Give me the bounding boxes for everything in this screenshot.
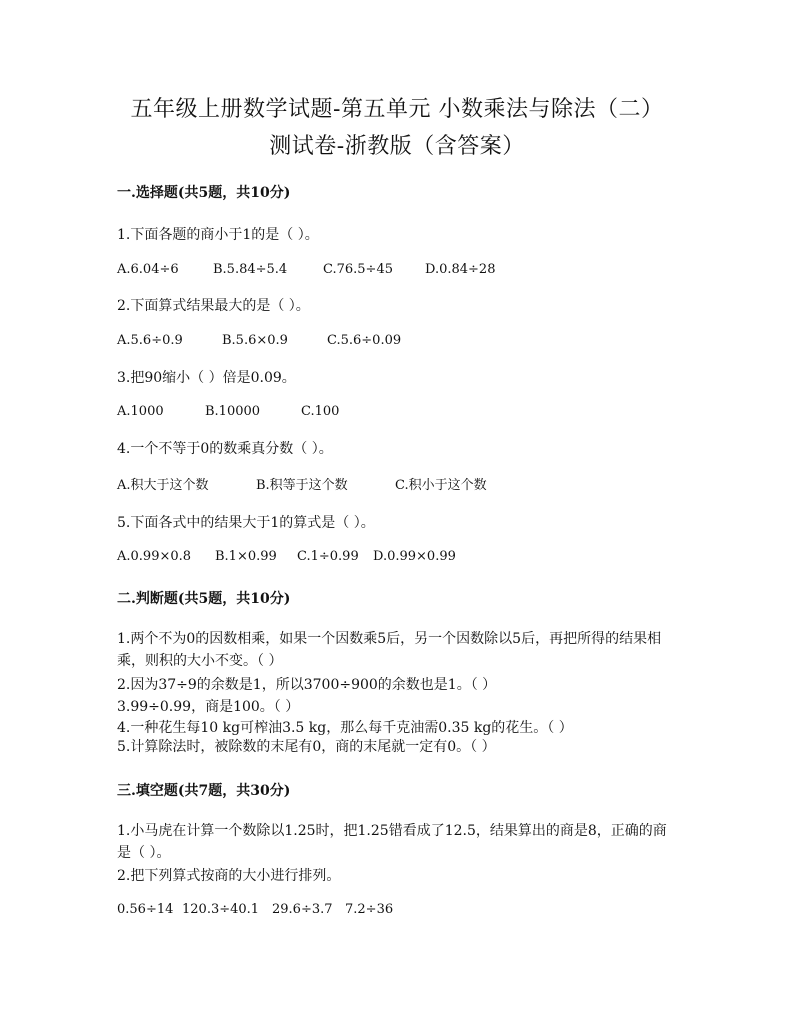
option-a: A.5.6÷0.9 (117, 333, 183, 348)
doc-title-line2: 测试卷-浙教版（含答案） (269, 134, 525, 159)
expression: 29.6÷3.7 (272, 902, 333, 917)
option-a: A.1000 (117, 404, 164, 419)
section-heading-judge: 二.判断题(共5题，共10分) (117, 591, 291, 607)
choice-question-2: 2.下面算式结果最大的是（ ）。 (117, 298, 310, 314)
choice-options-4 (117, 474, 487, 493)
section-heading-choice: 一.选择题(共5题，共10分) (117, 185, 291, 201)
judge-item-3: 3.99÷0.99，商是100。（ ） (117, 699, 300, 715)
judge-item-5: 5.计算除法时，被除数的末尾有0，商的末尾就一定有0。（ ） (117, 739, 496, 755)
option-c: C.76.5÷45 (323, 262, 393, 277)
choice-question-1: 1.下面各题的商小于1的是（ ）。 (117, 227, 319, 243)
option-b: B.积等于这个数 (256, 478, 348, 493)
option-d: D.0.99×0.99 (373, 549, 456, 564)
fill-item-2-expressions (117, 902, 393, 917)
fill-item-2: 2.把下列算式按商的大小进行排列。 (117, 868, 341, 884)
option-c: C.5.6÷0.09 (327, 333, 402, 348)
choice-options-5 (117, 549, 456, 564)
option-b: B.1×0.99 (215, 549, 277, 564)
choice-question-5: 5.下面各式中的结果大于1的算式是（ ）。 (117, 515, 375, 531)
judge-item-2: 2.因为37÷9的余数是1，所以3700÷900的余数也是1。（ ） (117, 677, 497, 693)
option-c: C.积小于这个数 (395, 478, 487, 493)
choice-options-2 (117, 333, 401, 348)
choice-options-3 (117, 404, 339, 419)
choice-question-4: 4.一个不等于0的数乘真分数（ ）。 (117, 441, 333, 457)
doc-title-line1: 五年级上册数学试题-第五单元 小数乘法与除法（二） (130, 97, 664, 122)
judge-item-4: 4.一种花生每10 kg可榨油3.5 kg，那么每千克油需0.35 kg的花生。（ ） (117, 720, 573, 736)
expression: 120.3÷40.1 (182, 902, 260, 917)
option-b: B.5.84÷5.4 (213, 262, 288, 277)
expression: 7.2÷36 (345, 902, 394, 917)
section-heading-fill: 三.填空题(共7题，共30分) (117, 783, 291, 799)
judge-item-1: 1.两个不为0的因数相乘，如果一个因数乘5后，另一个因数除以5后，再把所得的结果相乘，则积的大小不变。（ ） (117, 631, 662, 669)
fill-item-1: 1.小马虎在计算一个数除以1.25时，把1.25错看成了12.5，结果算出的商是8，正确的商是（ ）。 (117, 823, 667, 861)
option-b: B.5.6×0.9 (222, 333, 288, 348)
option-a: A.0.99×0.8 (117, 549, 192, 564)
option-c: C.100 (301, 404, 340, 419)
option-a: A.积大于这个数 (117, 478, 209, 493)
option-a: A.6.04÷6 (117, 262, 179, 277)
option-b: B.10000 (205, 404, 261, 419)
choice-question-3: 3.把90缩小（ ）倍是0.09。 (117, 370, 296, 386)
option-d: D.0.84÷28 (425, 262, 496, 277)
choice-options-1 (117, 262, 495, 277)
option-c: C.1÷0.99 (297, 549, 359, 564)
expression: 0.56÷14 (117, 902, 174, 917)
